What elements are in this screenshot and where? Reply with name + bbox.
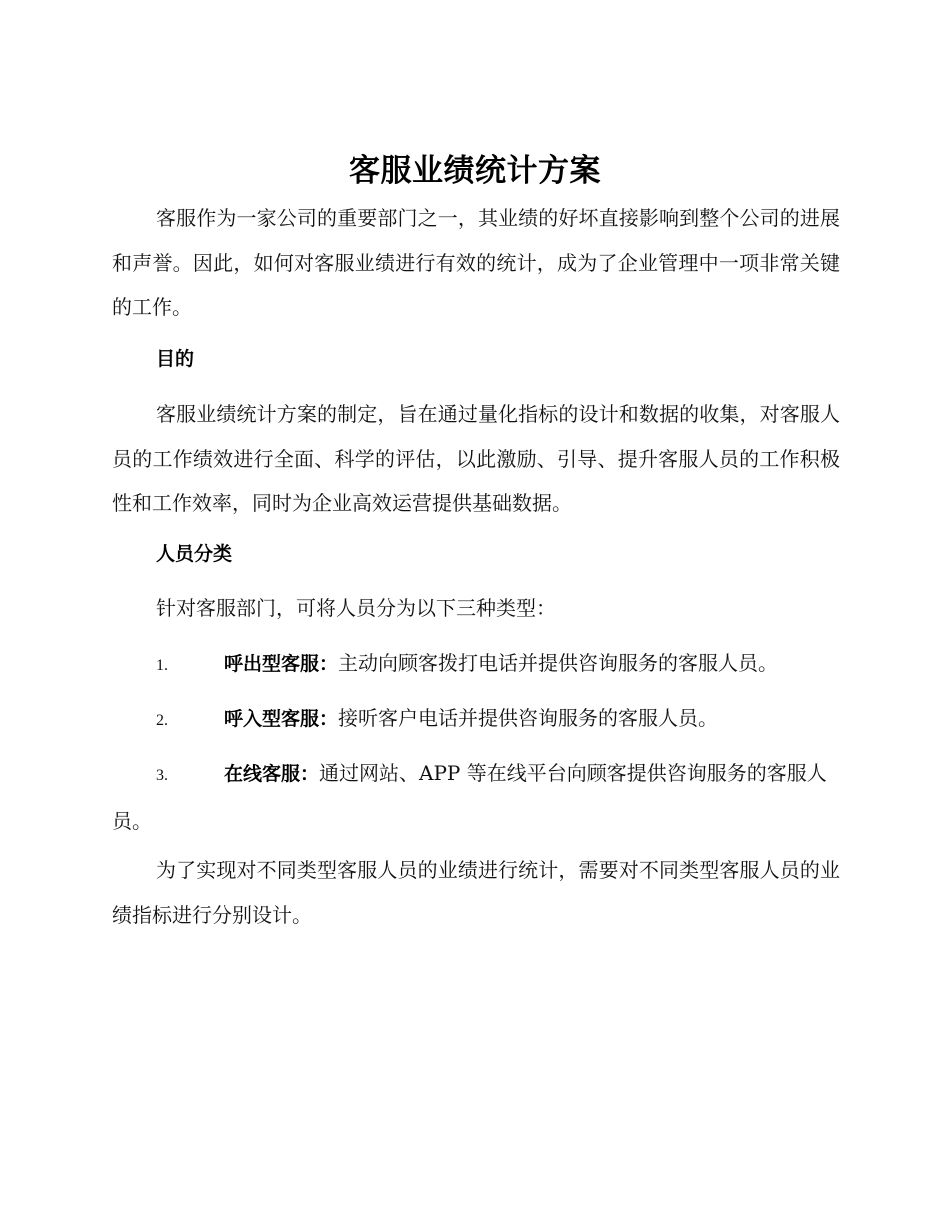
list-item-number: 1. [156, 657, 168, 674]
list-item-term: 在线客服： [224, 763, 320, 785]
list-item-number: 2. [156, 712, 168, 729]
section-heading-purpose: 目的 [156, 348, 195, 370]
list-item [112, 696, 840, 744]
purpose-paragraph: 客服业绩统计方案的制定，旨在通过量化指标的设计和数据的收集，对客服人员的工作绩效进行全面、科学的评估，以此激励、引导、提升客服人员的工作积极性和工作效率，同时为企业高效运营提供基础数据。 [112, 402, 840, 515]
list-item-term: 呼入型客服： [224, 708, 339, 730]
list-item-text: 接听客户电话并提供咨询服务的客服人员。 [338, 706, 719, 730]
list-item-number: 3. [156, 767, 168, 784]
list-item-text: 通过网站、APP 等在线平台向顾客提供咨询服务的客服人员。 [112, 761, 827, 833]
intro-paragraph: 客服作为一家公司的重要部门之一，其业绩的好坏直接影响到整个公司的进展和声誉。因此，如何对客服业绩进行有效的统计，成为了企业管理中一项非常关键的工作。 [112, 206, 840, 319]
classification-lead-paragraph: 针对客服部门，可将人员分为以下三种类型： [156, 596, 556, 620]
list-item-text: 主动向顾客拨打电话并提供咨询服务的客服人员。 [338, 651, 779, 675]
document-title: 客服业绩统计方案 [349, 153, 601, 189]
section-heading-staff-classification: 人员分类 [156, 543, 233, 565]
list-item [112, 751, 840, 843]
closing-paragraph: 为了实现对不同类型客服人员的业绩进行统计，需要对不同类型客服人员的业绩指标进行分别设计。 [112, 858, 840, 927]
list-item [112, 641, 840, 689]
list-item-term: 呼出型客服： [224, 653, 339, 675]
